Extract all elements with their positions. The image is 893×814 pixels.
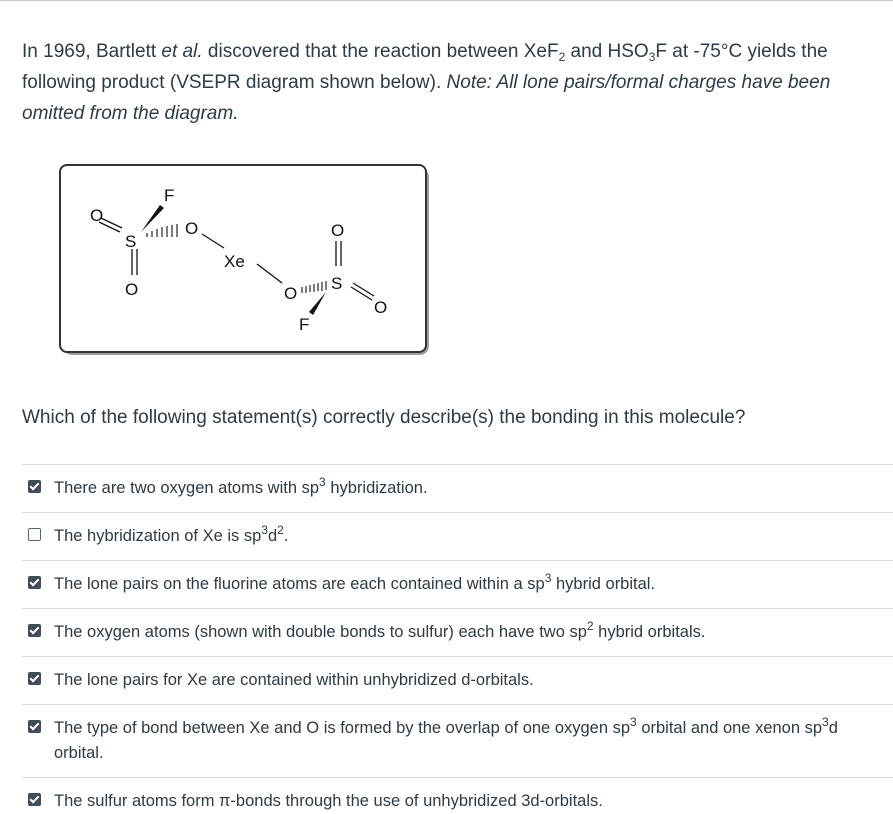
checkbox[interactable] [28, 720, 41, 733]
checkbox[interactable] [28, 624, 41, 637]
atom-o-bridge-right: O [284, 284, 298, 303]
atom-f-left: F [164, 186, 175, 205]
answer-option-1[interactable]: There are two oxygen atoms with $sp^3$ hybridization. [22, 464, 893, 512]
answer-option-2[interactable]: The hybridization of Xe is $sp^3d^2$. [22, 512, 893, 560]
atom-o-left-bottom: O [125, 280, 139, 299]
checkbox[interactable] [28, 576, 41, 589]
atom-f-right: F [299, 315, 310, 334]
top-divider [0, 0, 893, 1]
checkbox[interactable] [28, 528, 41, 541]
answer-option-3[interactable]: The lone pairs on the fluorine atoms are each contained within a $sp^3$ hybrid orbital. [22, 560, 893, 608]
atom-xe: Xe [224, 252, 245, 271]
answer-option-7[interactable]: The sulfur atoms form π-bonds through the use of unhybridized 3d-orbitals. [22, 777, 893, 814]
atom-o-right-top: O [331, 221, 345, 240]
atom-s-left: S [125, 232, 137, 251]
atom-o-left-top: O [90, 206, 104, 225]
atom-s-right: S [331, 274, 343, 293]
answer-option-5[interactable]: The lone pairs for Xe are contained within unhybridized d-orbitals. [22, 656, 893, 704]
atom-o-right-end: O [374, 298, 388, 317]
answer-list [22, 464, 893, 814]
checkbox[interactable] [28, 793, 41, 806]
question-note: Note: All lone pairs/formal charges have been omitted from the diagram. [22, 72, 831, 124]
checkbox[interactable] [28, 480, 41, 493]
prompt-text: Which of the following statement(s) correctly describe(s) the bonding in this molecule? [22, 407, 746, 428]
checkbox[interactable] [28, 672, 41, 685]
answer-option-4[interactable]: The oxygen atoms (shown with double bonds to sulfur) each have two $sp^2$ hybrid orbitals. [22, 608, 893, 656]
question-text: In 1969, Bartlett et al. discovered that the reaction between XeF$_2$ and $HSO_3F$ at -75°C yields the following product (VSEPR diagram shown below). Note: All lone pairs/formal charges have been omitted from the diagram. [22, 41, 831, 124]
atom-o-bridge-left: O [185, 219, 199, 238]
et-al: et al. [161, 41, 203, 62]
answer-option-6[interactable]: The type of bond between Xe and O is formed by the overlap of one oxygen $sp^3$ orbital and one xenon $sp^3d$ orbital. [22, 704, 893, 777]
vsepr-diagram [59, 164, 431, 357]
